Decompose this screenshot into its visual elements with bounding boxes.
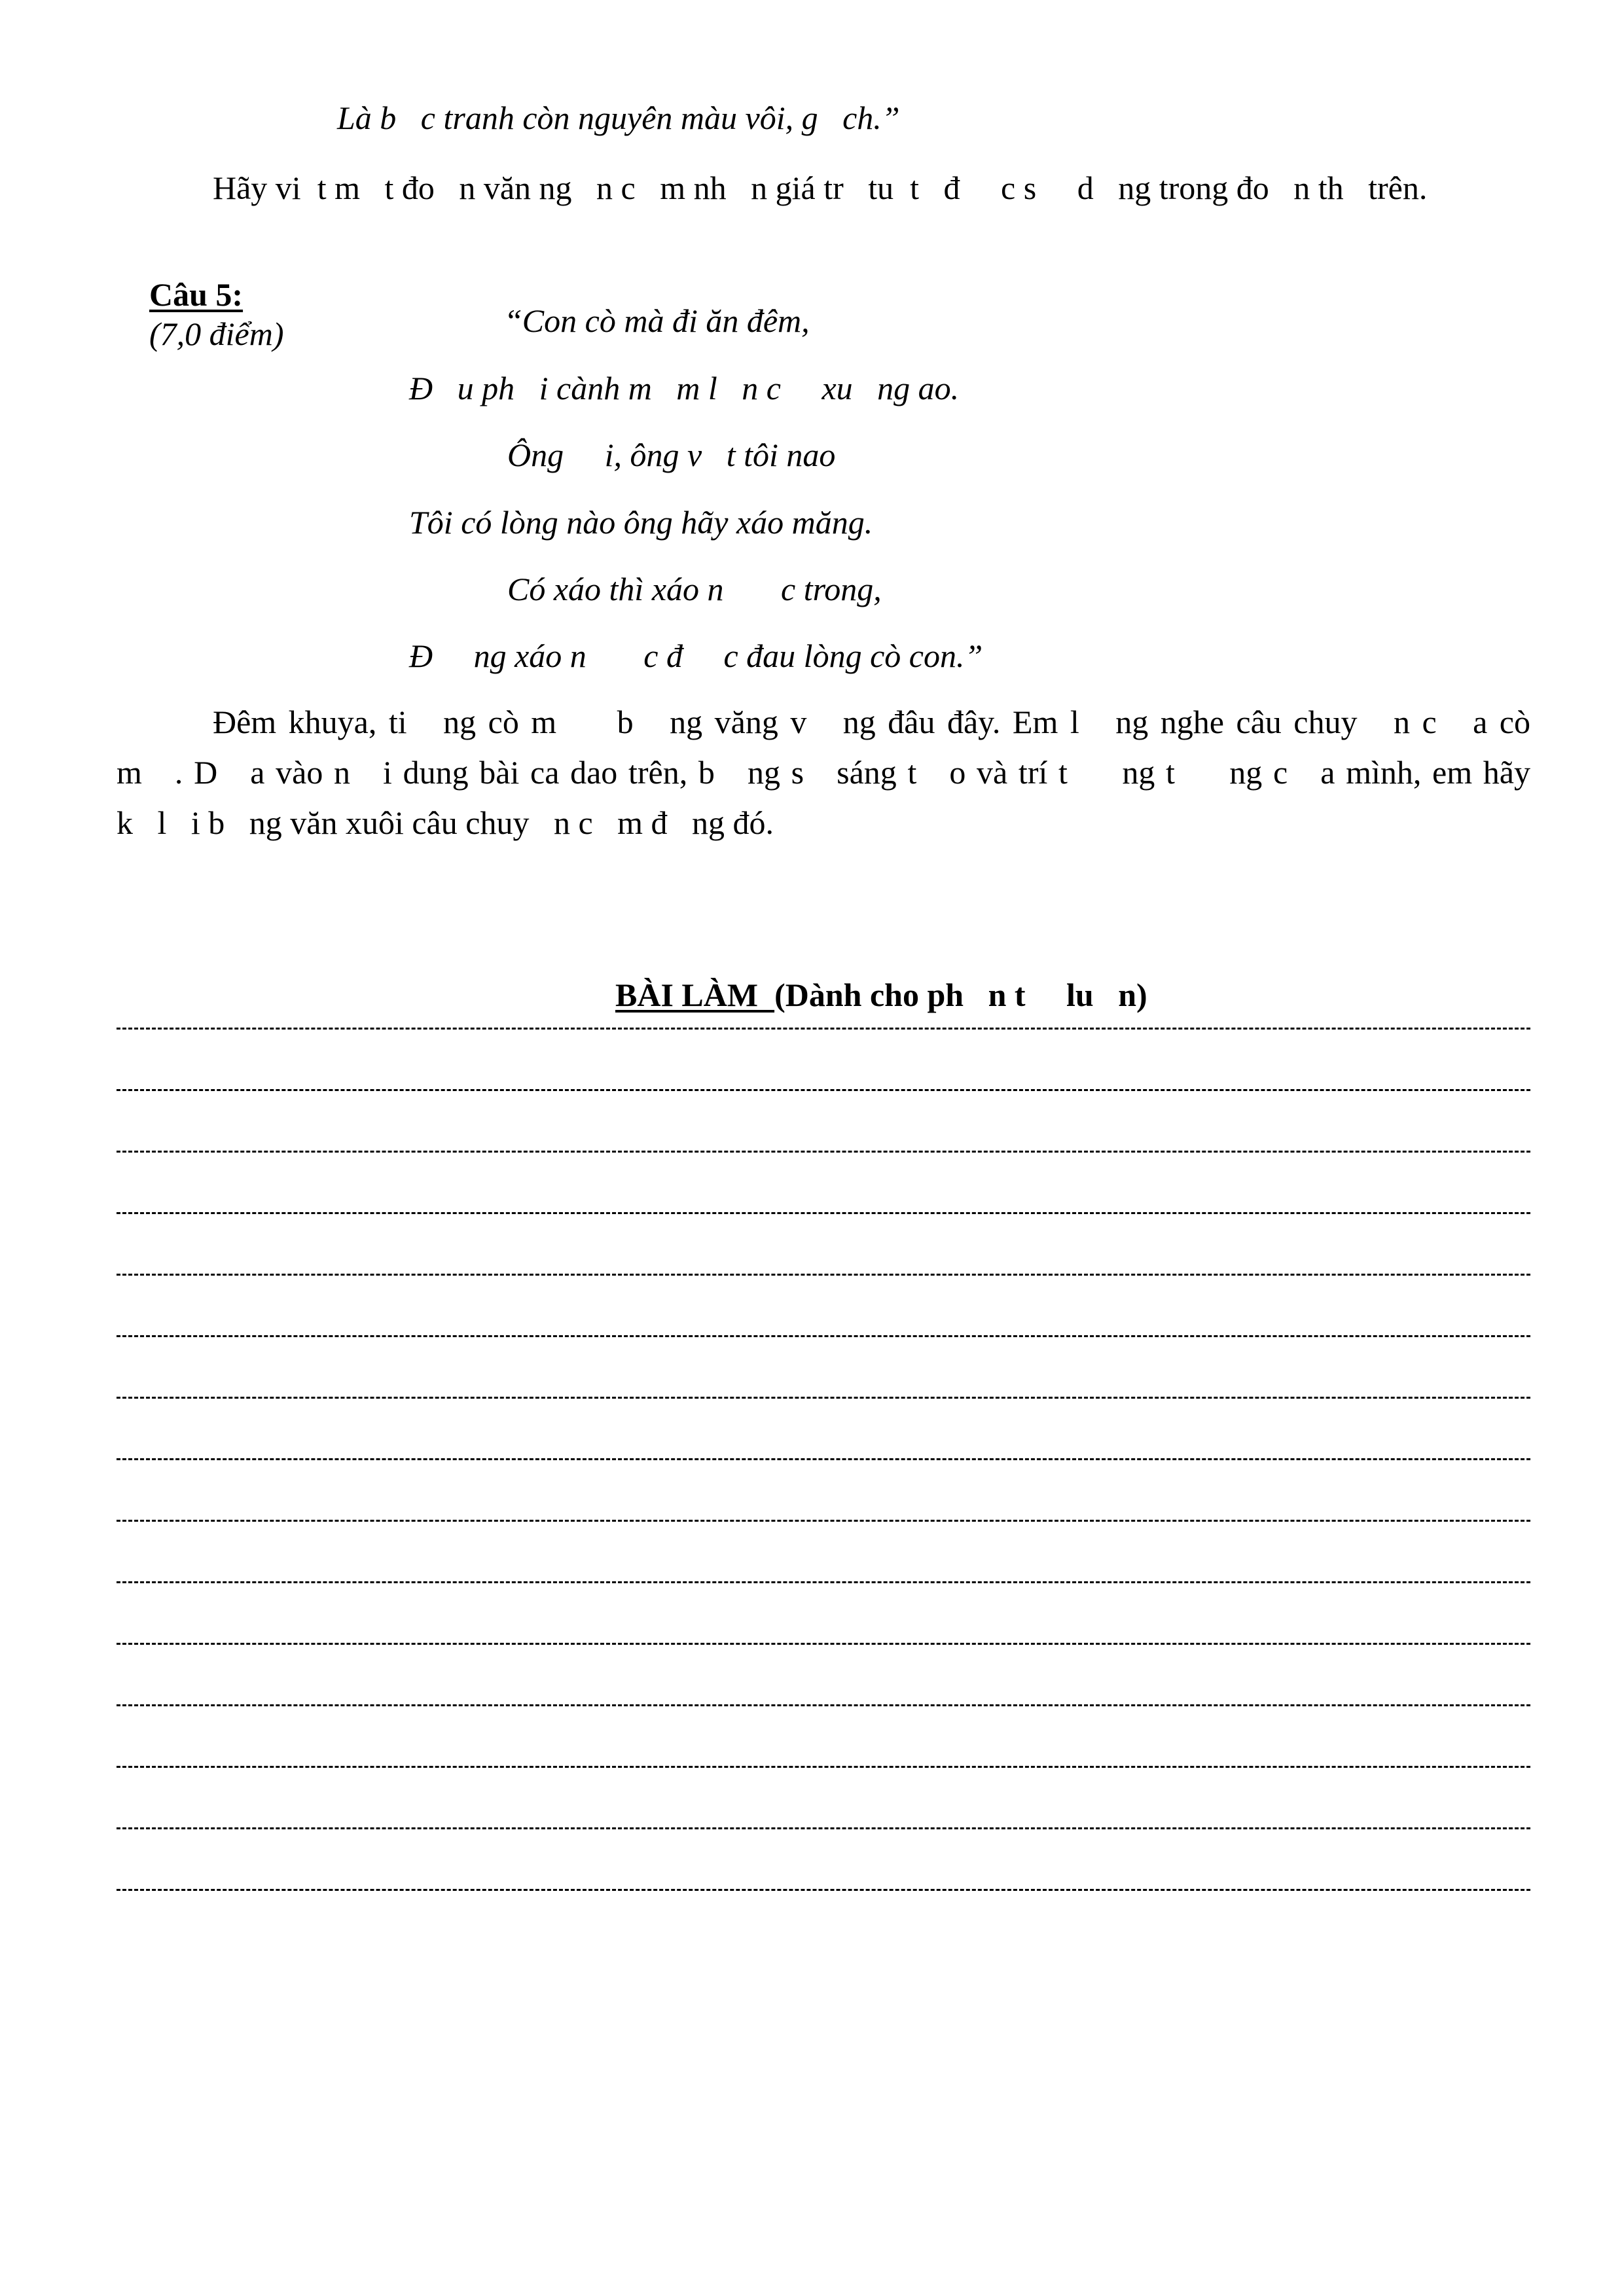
question-points: (7,0 điểm) [149,315,284,352]
essay-prompt-line-1: Đêm khuya, ti ng cò m b ng văng v ng đâu đây. Em l ng nghe câu chuy n c a cò [213,704,1530,740]
essay-prompt-line-3: k l i b ng văn xuôi câu chuy n c m đ ng đó. [117,804,774,841]
answer-title-underlined: BÀI LÀM [615,977,775,1013]
question-5-header [117,236,284,393]
poem-line-5: Có xáo thì xáo n c trong, [507,571,882,607]
answer-line[interactable] [117,1685,1530,1746]
answer-title-note: (Dành cho ph n t lu n) [774,977,1147,1013]
answer-line[interactable] [117,1254,1530,1316]
answer-line[interactable] [117,1377,1530,1439]
answer-line[interactable] [117,1746,1530,1808]
answer-line[interactable] [117,1316,1530,1377]
answer-line[interactable] [117,1069,1530,1131]
poem-closing-line: Là b c tranh còn nguyên màu vôi, g ch.” [337,99,900,136]
answer-line[interactable] [117,1193,1530,1254]
poem-line-1: “Con cò mà đi ăn đêm, [504,302,810,339]
poem-line-2: Đ u ph i cành m m l n c xu ng ao. [409,370,960,406]
essay-prompt-line-2: m . D a vào n i dung bài ca dao trên, b ng s sáng t o và trí t ng t ng c a mình, em hãy [117,754,1530,791]
answer-line[interactable] [117,1562,1530,1623]
answer-line[interactable] [117,1869,1530,1931]
question-label: Câu 5: [149,276,244,313]
poem-line-6: Đ ng xáo n c đ c đau lòng cò con.” [409,637,983,674]
answer-line[interactable] [117,1500,1530,1562]
answer-line[interactable] [117,1808,1530,1869]
answer-line[interactable] [117,1131,1530,1193]
poem-line-4: Tôi có lòng nào ông hãy xáo măng. [409,504,873,541]
answer-line[interactable] [117,1439,1530,1500]
answer-lines[interactable] [117,1008,1530,1931]
answer-line[interactable] [117,1623,1530,1685]
poem-line-3: Ông i, ông v t tôi nao [507,437,836,473]
task-instruction: Hãy vi t m t đo n văn ng n c m nh n giá tr tu t đ c s d ng trong đo n th trên. [213,170,1428,206]
answer-line[interactable] [117,1008,1530,1069]
